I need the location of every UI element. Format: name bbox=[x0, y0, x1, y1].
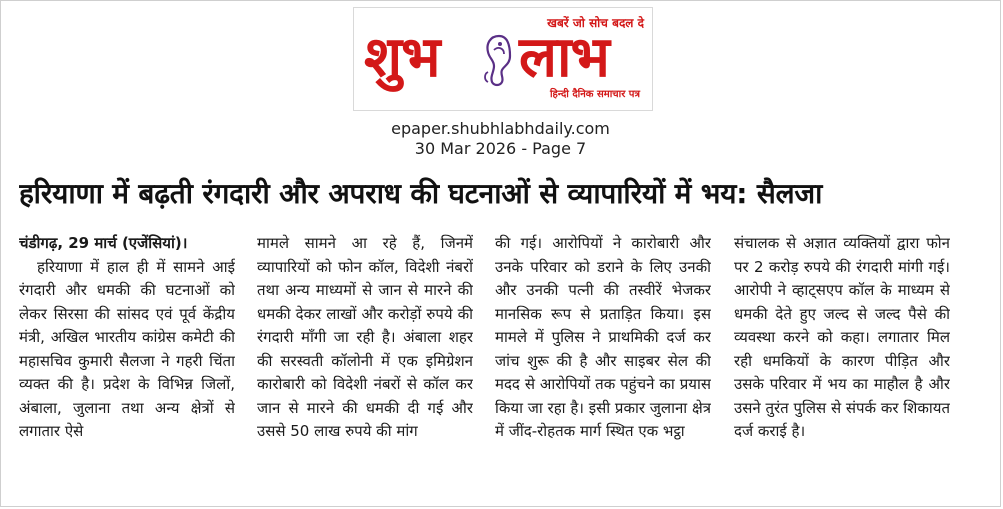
article-headline: हरियाणा में बढ़ती रंगदारी और अपराध की घटनाओं से व्यापारियों में भय: सैलजा bbox=[19, 177, 823, 210]
article-column-text: की गई। आरोपियों ने कारोबारी और उनके परिवार को डराने के लिए उनकी और उनकी पत्नी की तस्वीरें भेजकर मानसिक रूप से प्रताड़ित किया। इस मामले में पुलिस ने प्राथमिकी दर्ज कर जांच शुरू की है और साइबर सेल की मदद से आरोपियों तक पहुंचने का प्रयास किया जा रहा है। इसी प्रकार जुलाना क्षेत्र में जींद-रोहतक मार्ग स्थित एक भट्ठा bbox=[495, 234, 711, 440]
masthead-subtitle: हिन्दी दैनिक समाचार पत्र bbox=[549, 89, 640, 100]
article-column-3 bbox=[495, 232, 711, 502]
logo-text-right: लाभ bbox=[519, 25, 609, 90]
masthead-tagline: खबरें जो सोच बदल दे bbox=[547, 16, 644, 30]
logo-text-left: शुभ bbox=[364, 25, 440, 90]
newspaper-masthead bbox=[353, 7, 653, 111]
article-column-text: संचालक से अज्ञात व्यक्तियों द्वारा फोन पर 2 करोड़ रुपये की रंगदारी मांगी गई। आरोपी ने व्हाट्सएप कॉल के माध्यम से धमकी देते हुए जल्द से जल्द पैसे की व्यवस्था करने को कहा। लगातार मिल रही धमकियों के कारण पीड़ित और उसके परिवार में भय का माहौल है और उसने तुरंत पुलिस से संपर्क कर शिकायत दर्ज कराई है। bbox=[734, 234, 950, 440]
article-column-text: मामले सामने आ रहे हैं, जिनमें व्यापारियों को फोन कॉल, विदेशी नंबरों तथा अन्य माध्यमों से जान से मारने की धमकी देकर लाखों और करोड़ों रुपये की रंगदारी माँगी जा रही है। अंबाला शहर की सरस्वती कॉलोनी में एक इमिग्रेशन कारोबारी को विदेशी नंबरों से कॉल कर जान से मारने की धमकी दी गई और उससे 50 लाख रुपये की मांग bbox=[257, 234, 473, 440]
source-website: epaper.shubhlabhdaily.com bbox=[391, 119, 610, 138]
article-column-2 bbox=[257, 232, 473, 502]
ganesha-logo-icon bbox=[480, 32, 518, 88]
source-info bbox=[1, 119, 1000, 159]
source-date-page: 30 Mar 2026 - Page 7 bbox=[414, 139, 587, 158]
article-dateline: चंडीगढ़, 29 मार्च (एजेंसियां)। bbox=[19, 234, 188, 252]
article-column-1 bbox=[19, 232, 235, 502]
article-column-4 bbox=[734, 232, 950, 502]
article-column-text: हरियाणा में हाल ही में सामने आई रंगदारी और धमकी की घटनाओं को लेकर सिरसा की सांसद एवं पूर्व केंद्रीय मंत्री, अखिल भारतीय कांग्रेस कमेटी की महासचिव कुमारी सैलजा ने गहरी चिंता व्यक्त की है। प्रदेश के विभिन्न जिलों, अंबाला, जुलाना तथा अन्य क्षेत्रों से लगातार ऐसे bbox=[19, 257, 235, 440]
